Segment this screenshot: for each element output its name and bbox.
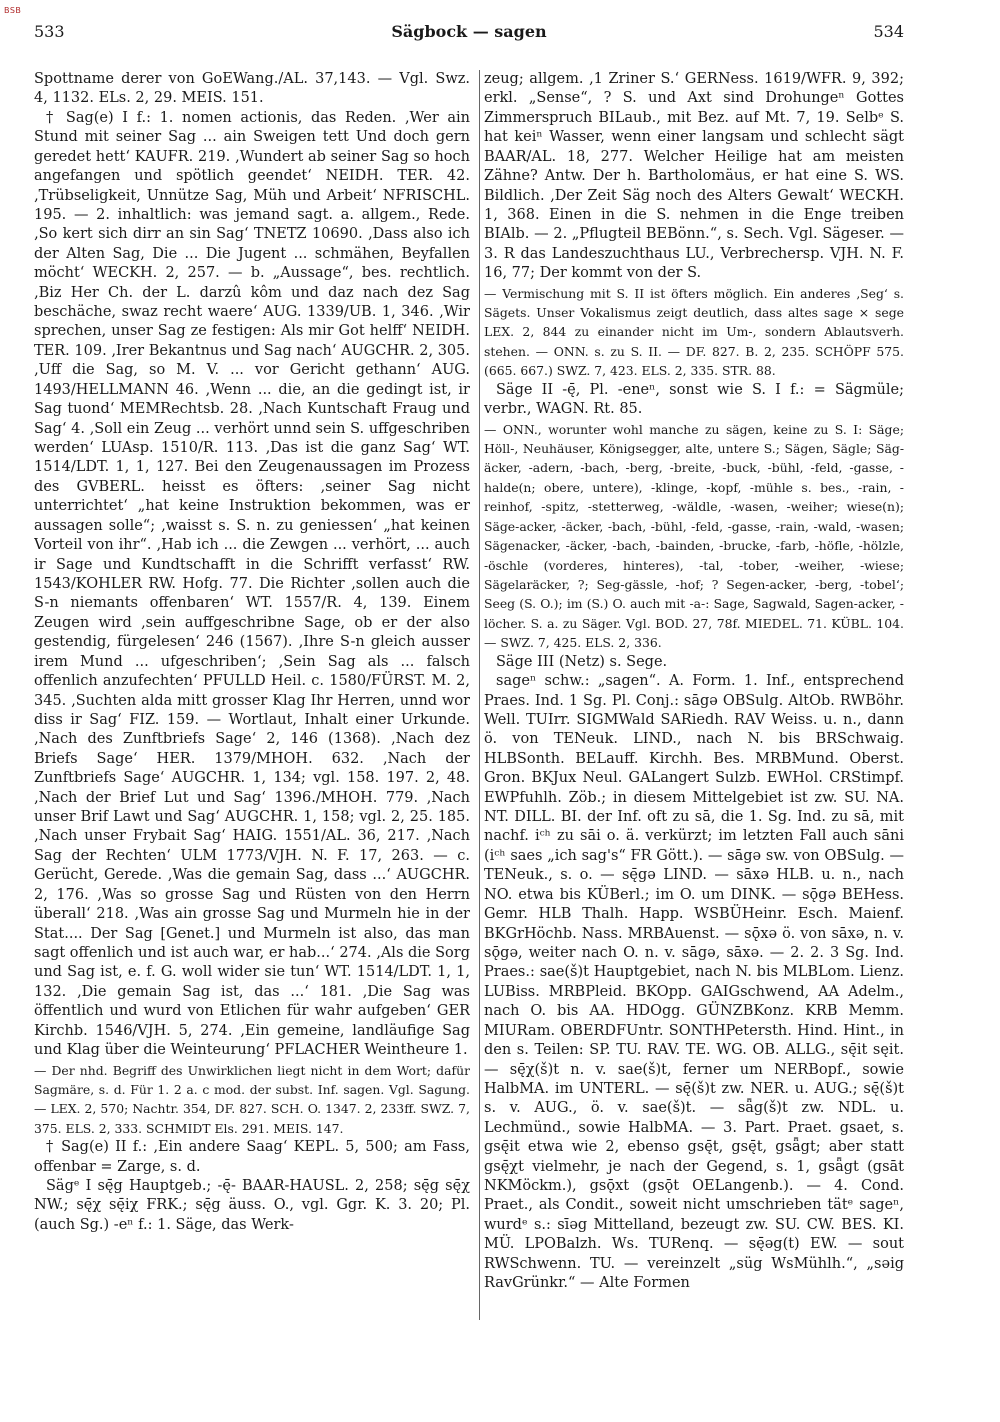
dictionary-entry: † Sag(e) II f.: ‚Ein andere Saag‘ KEPL. 5, 500; am Fass, offenbar = Zarge, s. d.	[34, 1139, 470, 1175]
paragraph: zeug; allgem. ‚1 Zriner S.‘ GERNess. 1619/WFR. 9, 392; erkl. „Sense“, ? S. und Axt sind Drohungeⁿ Gottes Zimmerspruch BILaub., mit Bez. auf Mt. 7, 19. Selbᵉ S. hat keiⁿ Wasser, wenn einer langsam und schlecht sägt BAAR/AL. 18, 277. Welcher Heilige hat am meisten Zähne? Antw. Der h. Bartholomäus, er hat eine S. WS. Bildlich. ‚Der Zeit Säg noch des Alters Gewalt‘ WECKH. 1, 368. Einen in die S. nehmen in die Enge treiben BIAlb. — 2. „Pflugteil BEBönn.“, s. Sech. Vgl. Sägeser. — 3. R das Landeszuchthaus LU., Verbrechersp. VJH. N. F. 16, 77; Der kommt von der S.	[484, 71, 904, 282]
library-stamp: BSB	[4, 6, 22, 15]
page-number-left: 533	[34, 22, 65, 41]
running-title: Sägbock — sagen	[391, 22, 547, 41]
place-names-note: — ONN., worunter wohl manche zu sägen, keine zu S. I: Säge; Höll-, Neuhäuser, Königsegger, alte, untere S.; Sägen, Sägle; Säg-äcker, -adern, -bach, -berg, -breite, -buck, -bühl, -feld, -gasse, -halde(n; obere, untere), -klinge, -kopf, -mühle s. bes., -rain, -reinhof, -spitz, -stetterweg, -wäldle, -wasen, -weiher; wiese(n); Säge-acker, -äcker, -bach, -bühl, -feld, -gasse, -rain, -wald, -wasen; Sägenacker, -äcker, -bach, -bainden, -brucke, -farb, -höfle, -hölzle, -öschle (vorderes, hinteres), -tal, -tober, -weiher, -wiese; Sägelaräcker, ?; Seg-gässle, -hof; ? Segen-acker, -berg, -tobel‘; Seeg (S. O.); im (S.) O. auch mit -a-: Sage, Sagwald, Sagen-acker, -löcher. S. a. zu Säger. Vgl. BOD. 27, 78f. MIEDEL. 71. KÜBL. 104. — SWZ. 7, 425. ELS. 2, 336.	[484, 421, 904, 651]
dictionary-entry: Sägᵉ I sę̄g Hauptgeb.; -ę̄- BAAR-HAUSL. 2, 258; sę̄g sę̄χ NW.; sę̄χ sę̄iχ FRK.; sę̄g äuss. O., vgl. Ggr. K. 3. 20; Pl. (auch Sg.) -eⁿ f.: 1. Säge, das Werk-	[34, 1178, 470, 1233]
dictionary-entry: † Sag(e) I f.: 1. nomen actionis, das Reden. ‚Wer ain Stund mit seiner Sag ... ain Sweigen tett Und doch gern geredet hett‘ KAUFR. 219. ‚Wundert ab seiner Sag so hoch angefangen und spötlich geendet‘ NEIDH. TER. 42. ‚Trübseligkeit, Unnütze Sag, Müh und Arbeit‘ NFRISCHL. 195. — 2. inhaltlich: was jemand sagt. a. allgem., Rede. ‚So kert sich dirr an sin Sag‘ TNETZ 10690. ‚Dass also ich der Alten Sag, Die ... Die Jugent ... schmähen, Beyfallen möcht‘ WECKH. 2, 257. — b. „Aussage“, bes. rechtlich. ‚Biz Her Ch. der L. darzû kôm und daz nach dez Sag beschäche, swaz recht waere‘ AUG. 1339/UB. 1, 346. ‚Wir sprechen, unser Sag ze festigen: Als mir Got helff‘ NEIDH. TER. 109. ‚Irer Bekantnus und Sag nach‘ AUGCHR. 2, 305. ‚Uff die Sag, so M. V. ... vor Gericht gethann‘ AUG. 1493/HELLMANN 46. ‚Wenn ... die, an die gedingt ist, ir Sag tuond‘ MEMRechtsb. 28. ‚Nach Kuntschaft Fraug und Sag‘ 4. ‚Soll ein Zeug ... verhört unnd sein S. uffgeschriben werden‘ LUAsp. 1510/R. 113. ‚Das ist die ganz Sag‘ WT. 1514/LDT. 1, 1, 127. Bei den Zeugenaussagen im Prozess des GVBERL. heisst es öfters: ‚seiner Sag nicht unterrichtet‘ „hat keine Instruktion bekommen, was er aussagen solle“; ‚waisst s. S. n. zu geniessen‘ „hat keinen Vorteil von ihr“. ‚Hab ich ... die Zewgen ... verhört, ... auch ir Sage und Kundtschafft in die Schrifft verfasst‘ RW. 1543/KOHLER RW. Hofg. 77. Die Richter ‚sollen auch die S-n niemants offenbaren‘ WT. 1557/R. 4, 139. Einem Zeugen wird ‚sein auffgeschribne Sage, ob er der also gestendig, fürgelesen‘ 246 (1567). ‚Ihre S-n gleich ausser irem Mund ... ufgeschriben‘; ‚Sein Sag als ... falsch offenlich anzufechten‘ PFULLD Heil. c. 1580/FÜRST. M. 2, 345. ‚Suchten alda mitt grosser Klag Ihr Herren, unnd wor diss ir Sag‘ FIZ. 159. — Wortlaut, Inhalt einer Urkunde. ‚Nach des Zunftbriefs Sage‘ 2, 146 (1368). ‚Nach dez Briefs Sage‘ HER. 1379/MHOH. 632. ‚Nach der Zunftbriefs Sage‘ AUGCHR. 1, 134; vgl. 158. 197. 2, 48. ‚Nach der Brief Lut und Sag‘ 1396./MHOH. 779. ‚Nach unser Brif Lawt und Sag‘ AUGCHR. 1, 158; vgl. 2, 25. 185. ‚Nach unser Frybait Sag‘ HAIG. 1551/AL. 36, 217. ‚Nach Sag der Rechten‘ ULM 1773/VJH. N. F. 17, 263. — c. Gerücht, Gerede. ‚Was die gemain Sag, dass ...‘ AUGCHR. 2, 176. ‚Was so grosse Sag und Rüsten von den Herrn überall‘ 218. ‚Was ain grosse Sag und Murmeln hie in der Stat.... Der Sag [Genet.] und Murmeln ist also, das man sagt offenlich und ist auch war, er hab...‘ 274. ‚Als die Sorg und Sag ist, e. f. G. woll wider sie tun‘ WT. 1514/LDT. 1, 1, 132. ‚Die gemain Sag ist, das ...‘ 181. ‚Die Sag was öffentlich und wurd von Etlichen für wahr aufgeben‘ GER Kirchb. 1546/VJH. 5, 274. ‚Ein gemeine, landläufige Sag und Klag über die Weinteurung‘ PFLACHER Weintheure 1.	[34, 109, 470, 1059]
page-header	[34, 22, 904, 46]
etymology-note: — Der nhd. Begriff des Unwirklichen liegt nicht in dem Wort; dafür Sagmäre, s. d. Für 1. 2 a. c mod. der subst. Inf. sagen. Vgl. Sagung. — LEX. 2, 570; Nachtr. 354, DF. 827. SCH. O. 1347. 2, 233ff. SWZ. 7, 375. ELS. 2, 333. SCHMIDT Els. 291. MEIS. 147.	[34, 1062, 470, 1136]
etymology-note: — Vermischung mit S. II ist öfters möglich. Ein anderes ‚Seg‘ s. Sägets. Unser Vokalismus zeigt deutlich, dass altes sage × sege LEX. 2, 844 zu einander nicht im Um-, sondern Ablautsverh. stehen. — ONN. s. zu S. II. — DF. 827. B. 2, 235. SCHÖPF 575. (665. 667.) SWZ. 7, 423. ELS. 2, 335. STR. 88.	[484, 285, 904, 379]
left-column	[34, 70, 470, 1235]
dictionary-entry: Säge II -ę̄, Pl. -eneⁿ, sonst wie S. I f.: = Sägmüle; verbr., WAGN. Rt. 85.	[484, 381, 904, 418]
paragraph: Spottname derer von GoEWang./AL. 37,143. — Vgl. Swz. 4, 1132. ELs. 2, 29. MEIS. 151.	[34, 71, 470, 107]
right-column	[484, 70, 904, 1294]
dictionary-entry: sageⁿ schw.: „sagen“. A. Form. 1. Inf., entsprechend Praes. Ind. 1 Sg. Pl. Conj.: sāgə OBSulg. AltOb. RWBöhr. Well. TUIrr. SIGMWald SARiedh. RAV Weiss. u. n., dann ö. von TENeuk. LIND., nach N. bis BRSchwaig. HLBSonth. BELauff. Kirchh. Bes. MRBMund. Oberst. Gron. BKJux Neul. GALangert Sulzb. EWHol. CRStimpf. EWPfuhlh. Zöb.; in diesem Mittelgebiet ist zw. SU. NA. NT. DILL. BI. der Inf. oft zu sā, die 1. Sg. Ind. zu sā, mit nachf. iᶜʰ zu sāi o. ä. verkürzt; im letzten Fall auch sāni (iᶜʰ saes „ich sag's“ FR Gött.). — sāgə sw. von OBSulg. — TENeuk., s. o. — sę̄gə LIND. — sāxə HLB. u. n., nach NO. etwa bis KÜBerl.; im O. um DINK. — sǭgə BEHess. Gemr. HLB Thalh. Happ. WSBÜHeinr. Esch. Maienf. BKGrHöchb. Nass. MRBAuenst. — sǭxə ö. von sāxə, n. v. sǭgə, weiter nach O. n. v. sāgə, sāxə. — 2. 2. 3 Sg. Ind. Praes.: sae(š)t Hauptgebiet, nach N. bis MLBLom. Lienz. LUBiss. MRBPleid. BKOpp. GAIGschwend, AA Adelm., nach O. bis AA. HDOgg. GÜNZBKonz. KRB Memm. MIURam. OBERDFUntr. SONTHPetersth. Hind. Hint., in den s. Teilen: SP. TU. RAV. TE. WG. OB. ALLG., sę̄it sęit. — sę̄χ(š)t n. v. sae(š)t, ferner um NERBopf., sowie HalbMA. im UNTERL. — sę̄(š)t zw. NER. u. AUG.; sę̄(š)t s. v. AUG., ö. v. sae(š)t. — sǟg(š)t zw. NDL. u. Lechmünd., sowie HalbMA. — 3. Part. Praet. gsaet, s. gsę̄it etwa wie 2, ebenso gsę̄t, gsę̄t, gsǟgt; aber statt gsę̄χt vielmehr, je nach der Gegend, s. 1, gsǟgt (gsāt NKMöckm.), gsǭxt (gsǭt OELangenb.). — 4. Cond. Praet., als Condit., soweit nicht umschrieben tätᵉ sageⁿ, wurdᵉ s.: sīəg Mittelland, bezeugt zw. SU. CW. BES. KI. MÜ. LPOBalzh. Ws. TURenq. — sę̄əg(t) EW. — sout RWSchwenn. TU. — vereinzelt „süg WsMühlh.“, „səig RavGrünkr.“ — Alte Formen	[484, 673, 904, 1292]
page-number-right: 534	[873, 22, 904, 41]
dictionary-entry: Säge III (Netz) s. Sege.	[496, 653, 668, 670]
column-divider	[479, 70, 480, 1320]
